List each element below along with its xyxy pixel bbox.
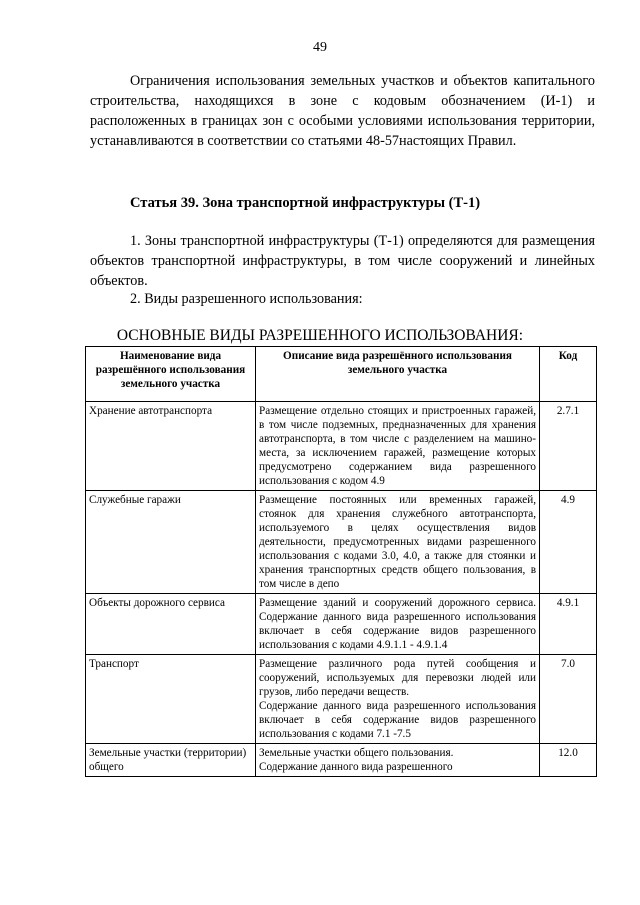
zone-definition-paragraph (90, 231, 595, 291)
table-header-row (86, 347, 597, 402)
permitted-uses-intro: 2. Виды разрешенного использования: (130, 291, 363, 307)
row-code: 4.9 (540, 491, 597, 594)
row-description (256, 655, 540, 744)
table-row (86, 655, 597, 744)
table-row (86, 744, 597, 777)
header-code: Код (540, 347, 597, 402)
restrictions-paragraph-text: Ограничения использования земельных участков и объектов капитального строительства, находящихся в зоне с кодовым обозначением (И-1) и расположенных в границах зон с особыми условиями использования территории, устанавливаются в соответствии со статьями 48-57настоящих Правил. (90, 73, 595, 149)
row-code: 2.7.1 (540, 402, 597, 491)
row-name: Земельные участки (территории) общего (86, 744, 256, 777)
restrictions-paragraph (90, 71, 595, 151)
row-description (256, 744, 540, 777)
row-name: Объекты дорожного сервиса (86, 594, 256, 655)
article-heading: Статья 39. Зона транспортной инфраструктуры (Т-1) (130, 195, 481, 211)
row-description: Размещение отдельно стоящих и пристроенных гаражей, в том числе подземных, предназначенных для хранения автотранспорта, в том числе с разделением на машино-места, за исключением гаражей, размещение которых предусмотрено содержанием вида разрешенного использования с кодом 4.9 (256, 402, 540, 491)
table-title: ОСНОВНЫЕ ВИДЫ РАЗРЕШЕННОГО ИСПОЛЬЗОВАНИЯ: (116, 327, 524, 344)
permitted-uses-table (85, 346, 597, 777)
table-row (86, 402, 597, 491)
row-description-part: Содержание данного вида разрешенного использования включает в себя содержание видов разрешенного использования с кодами 7.1 -7.5 (259, 700, 536, 740)
table-row (86, 491, 597, 594)
row-name: Транспорт (86, 655, 256, 744)
row-description-part: Размещение различного рода путей сообщения и сооружений, используемых для перевозки людей или грузов, либо передачи веществ. (259, 658, 536, 698)
zone-definition-text: 1. Зоны транспортной инфраструктуры (Т-1) определяются для размещения объектов транспортной инфраструктуры, в том числе сооружений и линейных объектов. (90, 233, 595, 289)
row-description: Размещение постоянных или временных гаражей, стоянок для хранения служебного автотранспорта, используемого в целях осуществления видов деятельности, предусмотренных видами разрешенного использования с кодами 3.0, 4.0, а также для стоянки и хранения транспортных средств общего пользования, в том числе в депо (256, 491, 540, 594)
table-row (86, 594, 597, 655)
header-description: Описание вида разрешённого использования земельного участка (256, 347, 540, 402)
row-name: Служебные гаражи (86, 491, 256, 594)
row-code: 7.0 (540, 655, 597, 744)
row-description-part: Содержание данного вида разрешенного (259, 761, 453, 773)
row-description: Размещение зданий и сооружений дорожного сервиса. Содержание данного вида разрешенного использования включает в себя содержание видов разрешенного использования с кодами 4.9.1.1 - 4.9.1.4 (256, 594, 540, 655)
header-name: Наименование вида разрешённого использования земельного участка (86, 347, 256, 402)
row-name: Хранение автотранспорта (86, 402, 256, 491)
row-code: 12.0 (540, 744, 597, 777)
row-description-part: Земельные участки общего пользования. (259, 747, 454, 759)
row-code: 4.9.1 (540, 594, 597, 655)
page-number: 49 (313, 40, 327, 55)
